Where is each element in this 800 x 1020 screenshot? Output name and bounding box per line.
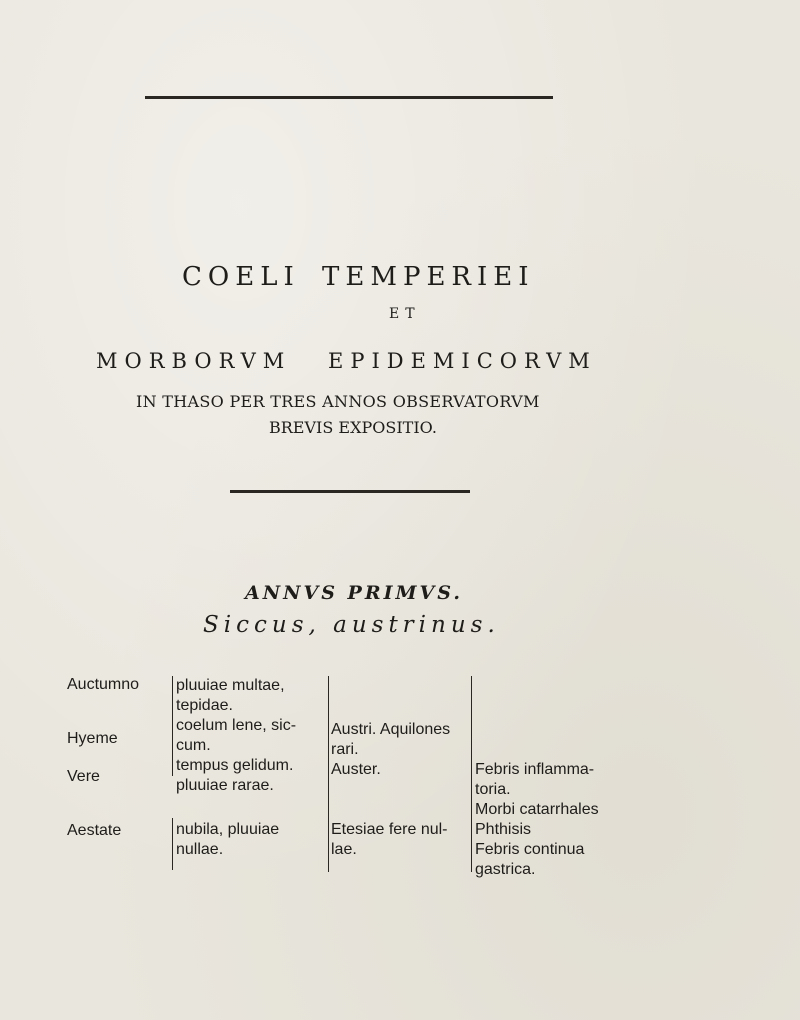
disease-line-1: Febris inflamma- bbox=[475, 761, 595, 778]
winds-line-5: lae. bbox=[331, 841, 357, 858]
weather-line-4: cum. bbox=[176, 737, 211, 754]
season-hyeme: Hyeme bbox=[67, 730, 118, 747]
winds-line-4: Etesiae fere nul- bbox=[331, 821, 448, 838]
weather-line-2: tepidae. bbox=[176, 697, 233, 714]
middle-rule bbox=[230, 490, 470, 493]
annus-subtitle: Siccus, austrinus. bbox=[203, 612, 500, 638]
disease-line-2: toria. bbox=[475, 781, 511, 798]
title-et: ET bbox=[389, 306, 421, 322]
top-rule bbox=[145, 96, 553, 99]
season-auctumno: Auctumno bbox=[67, 676, 140, 693]
table-vline-2 bbox=[328, 676, 329, 872]
weather-line-7: nubila, pluuiae bbox=[176, 821, 280, 838]
annus-title: ANNVS PRIMVS. bbox=[245, 582, 463, 604]
title-subtitle: IN THASO PER TRES ANNOS OBSERVATORVM bbox=[136, 392, 540, 411]
table-vline-3 bbox=[471, 676, 472, 872]
disease-line-3: Morbi catarrhales bbox=[475, 801, 599, 818]
weather-line-3: coelum lene, sic- bbox=[176, 717, 297, 734]
weather-line-5: tempus gelidum. bbox=[176, 757, 294, 774]
title-brevis: BREVIS EXPOSITIO. bbox=[269, 418, 437, 437]
title-coeli: COELI bbox=[182, 262, 300, 292]
winds-line-2: rari. bbox=[331, 741, 359, 758]
weather-line-8: nullae. bbox=[176, 841, 224, 858]
disease-line-4: Phthisis bbox=[475, 821, 532, 838]
season-vere: Vere bbox=[67, 768, 100, 785]
title-morborum: MORBORVM bbox=[96, 349, 292, 373]
disease-line-5: Febris continua bbox=[475, 841, 585, 858]
table-vline-1a bbox=[172, 676, 173, 776]
title-temperiei: TEMPERIEI bbox=[322, 262, 535, 292]
weather-line-6: pluuiae rarae. bbox=[176, 777, 274, 794]
winds-line-3: Auster. bbox=[331, 761, 381, 778]
table-vline-1b bbox=[172, 818, 173, 870]
title-epidemicorum: EPIDEMICORVM bbox=[328, 349, 597, 373]
winds-line-1: Austri. Aquilones bbox=[331, 721, 451, 738]
disease-line-6: gastrica. bbox=[475, 861, 536, 878]
season-aestate: Aestate bbox=[67, 822, 122, 839]
weather-line-1: pluuiae multae, bbox=[176, 677, 285, 694]
